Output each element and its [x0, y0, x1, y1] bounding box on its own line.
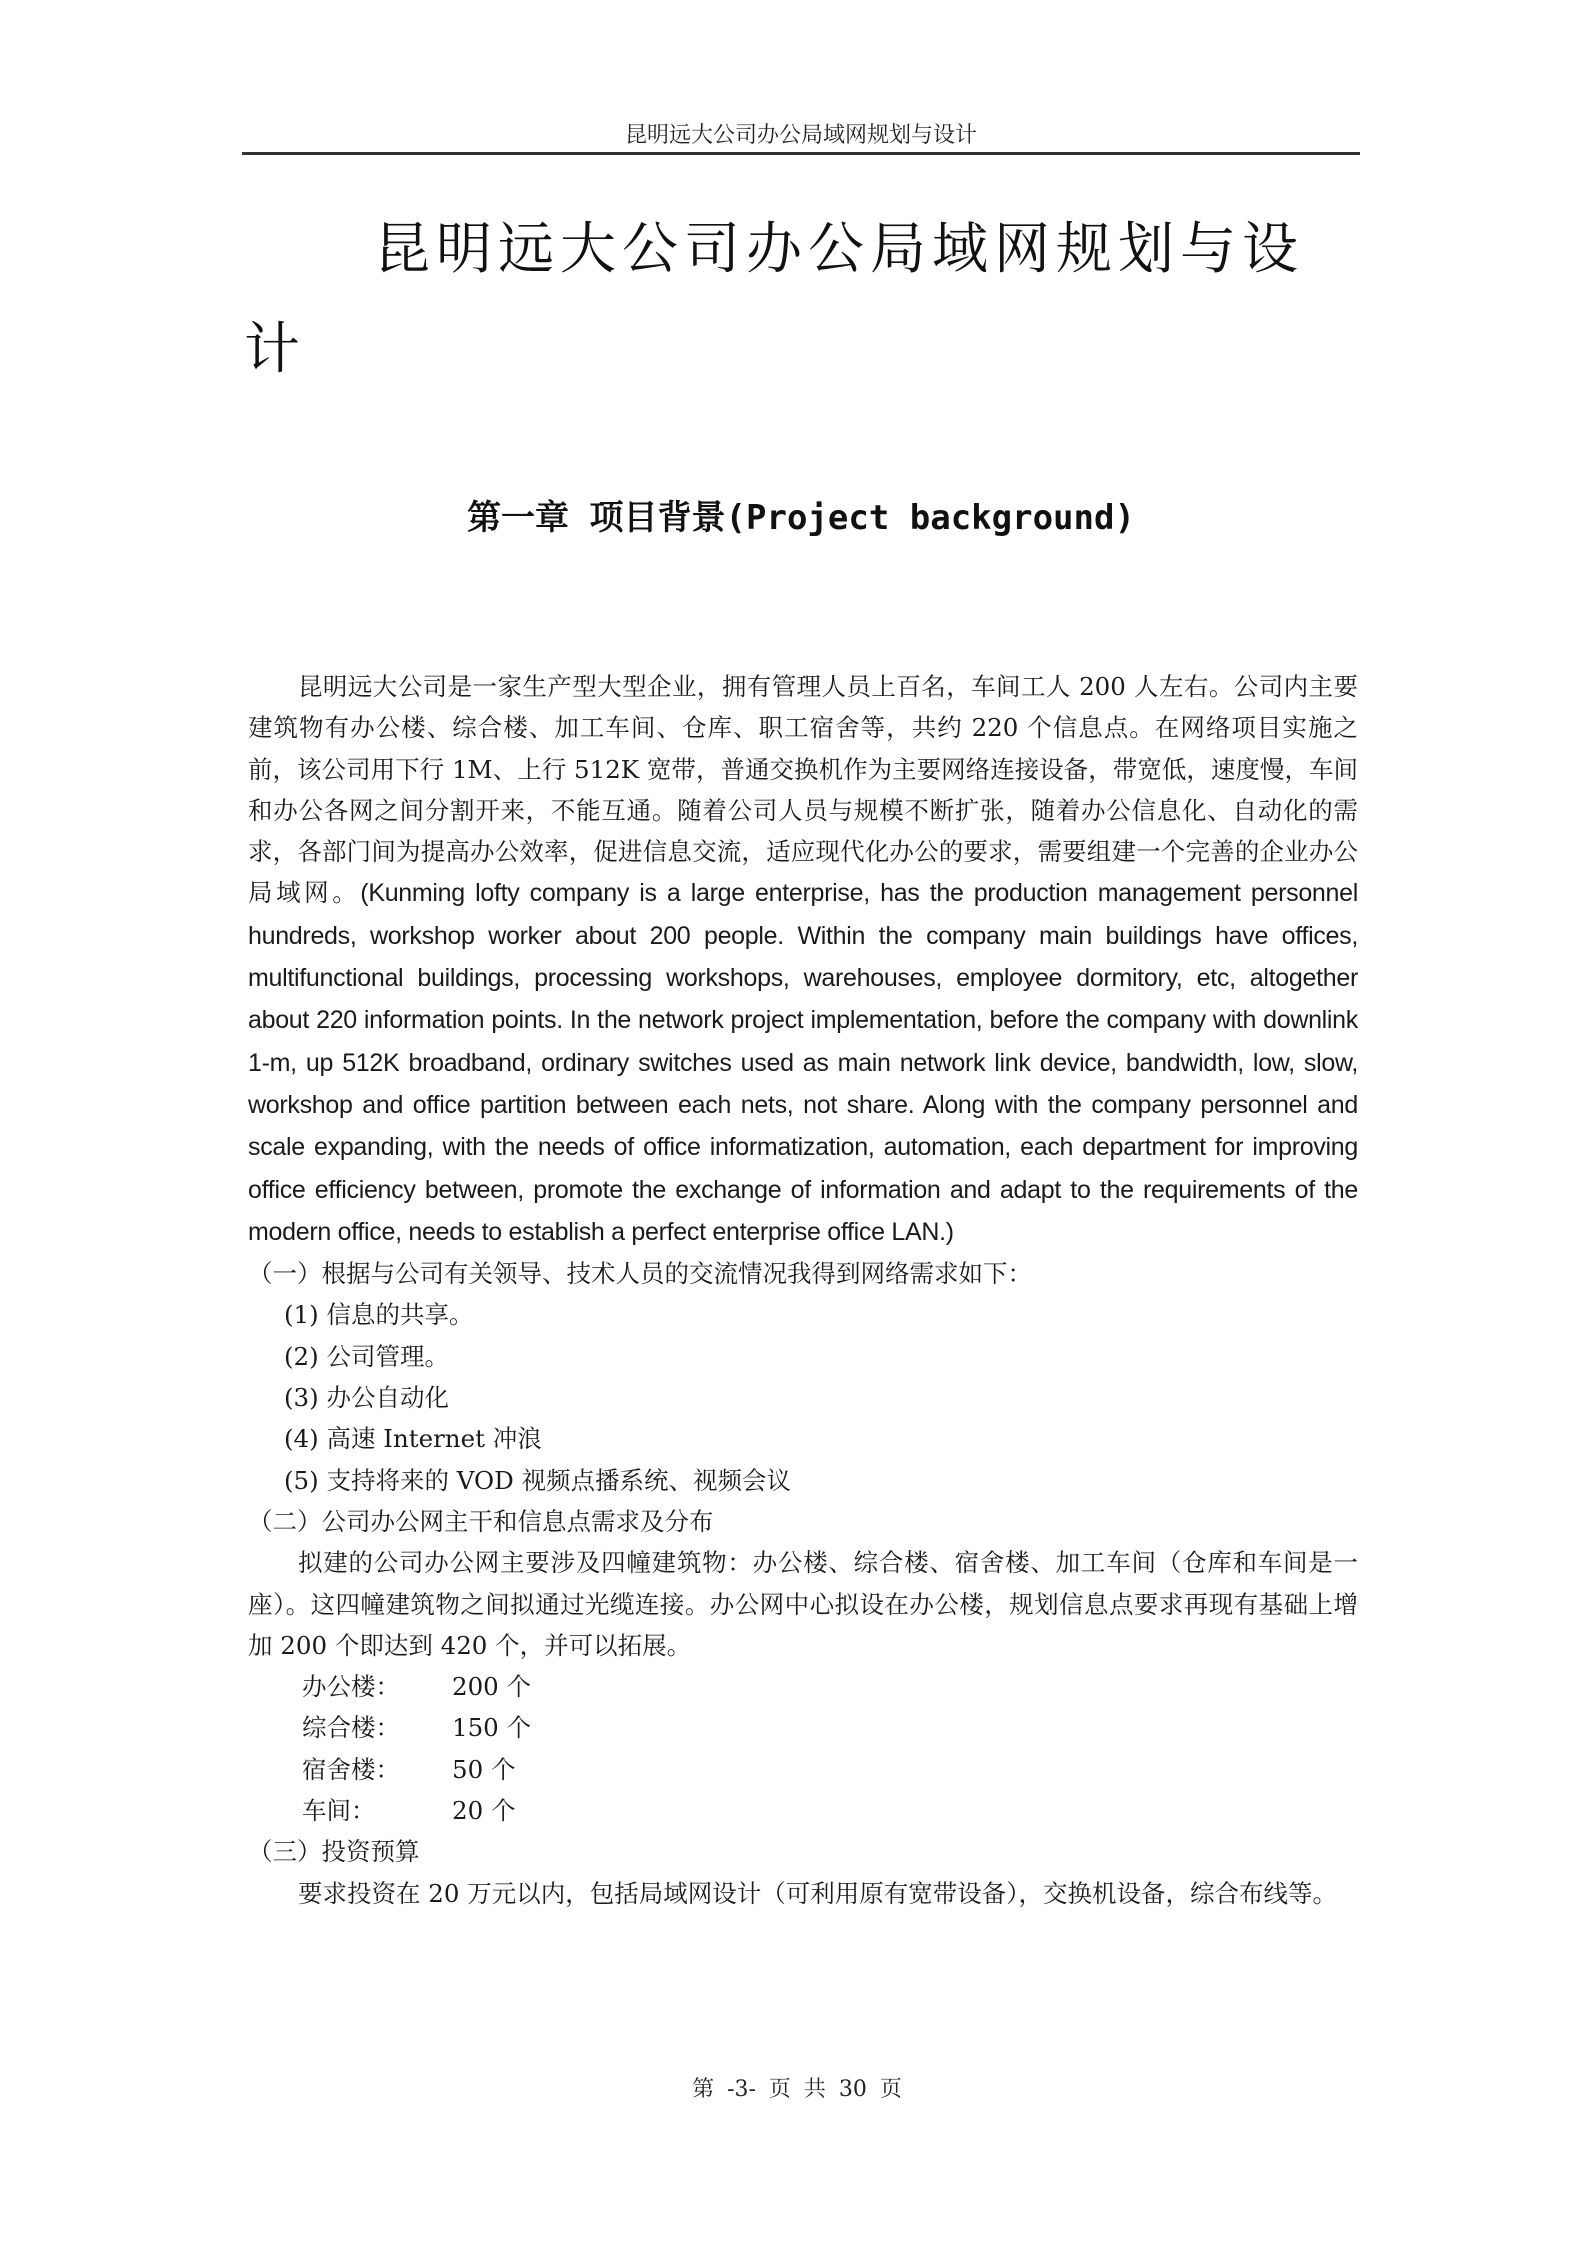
section-3-paragraph: 要求投资在 20 万元以内，包括局域网设计（可利用原有宽带设备），交换机设备，综合布线等。 [298, 1878, 1337, 1908]
body-content [248, 666, 1358, 1914]
document-title: 昆明远大公司办公局域网规划与设计 [244, 217, 1304, 382]
section-3-heading: （三）投资预算 [248, 1837, 420, 1867]
intro-text-en: (Kunming lofty company is a large enterprise, has the production management personnel hundreds, workshop worker about 200 people. Within the company main buildings have offices, multifunctional buildings, processing workshops, warehouses, employee dormitory, etc, altogether about 220 information points. In the network project implementation, before the company with downlink 1-m, up 512K broadband, ordinary switches used as main network link device, bandwidth, low, slow, workshop and office partition between each nets, not share. Along with the company personnel and scale expanding, with the needs of office informatization, automation, each department for improving office efficiency between, promote the exchange of information and adapt to the requirements of the modern office, needs to establish a perfect enterprise office LAN.) [248, 879, 1358, 1246]
building-label: 车间： [302, 1796, 376, 1826]
distribution-row [248, 1707, 1358, 1748]
intro-paragraph [248, 666, 1358, 1253]
point-count: 150 个 [452, 1713, 532, 1743]
distribution-row [248, 1666, 1358, 1707]
building-label: 办公楼： [302, 1672, 400, 1702]
building-label: 综合楼： [302, 1713, 400, 1743]
chapter-title: 第一章 项目背景(Project background) [467, 498, 1135, 538]
requirement-item: (2) 公司管理。 [284, 1341, 449, 1371]
section-1-heading: （一）根据与公司有关领导、技术人员的交流情况我得到网络需求如下： [248, 1259, 1032, 1289]
requirement-item: (4) 高速 Internet 冲浪 [284, 1424, 542, 1454]
section-2-paragraph: 拟建的公司办公网主要涉及四幢建筑物：办公楼、综合楼、宿舍楼、加工车间（仓库和车间是一座）。这四幢建筑物之间拟通过光缆连接。办公网中心拟设在办公楼，规划信息点要求再现有基础上增加 200 个即达到 420 个，并可以拓展。 [248, 1548, 1358, 1660]
requirement-item: (1) 信息的共享。 [284, 1300, 474, 1330]
section-2-heading: （二）公司办公网主干和信息点需求及分布 [248, 1506, 714, 1536]
requirement-item: (5) 支持将来的 VOD 视频点播系统、视频会议 [284, 1465, 792, 1495]
point-count: 200 个 [452, 1672, 532, 1702]
point-count: 50 个 [452, 1754, 516, 1784]
header-divider [242, 152, 1360, 155]
intro-text-zh: 昆明远大公司是一家生产型大型企业，拥有管理人员上百名，车间工人 200 人左右。公司内主要建筑物有办公楼、综合楼、加工车间、仓库、职工宿舍等，共约 220 个信息点。在网络项目实施之前，该公司用下行 1M、上行 512K 宽带，普通交换机作为主要网络连接设备，带宽低，速度慢，车间和办公各网之间分割开来，不能互通。随着公司人员与规模不断扩张，随着办公信息化、自动化的需求，各部门间为提高办公效率，促进信息交流，适应现代化办公的要求，需要组建一个完善的企业办公局域网。 [248, 672, 1358, 908]
page-footer: 第 -3- 页 共 30 页 [692, 2077, 902, 2102]
running-header: 昆明远大公司办公局域网规划与设计 [624, 123, 977, 148]
requirement-item: (3) 办公自动化 [284, 1383, 449, 1413]
point-count: 20 个 [452, 1796, 516, 1826]
distribution-row [248, 1790, 1358, 1831]
building-label: 宿舍楼： [302, 1754, 400, 1784]
distribution-row [248, 1749, 1358, 1790]
